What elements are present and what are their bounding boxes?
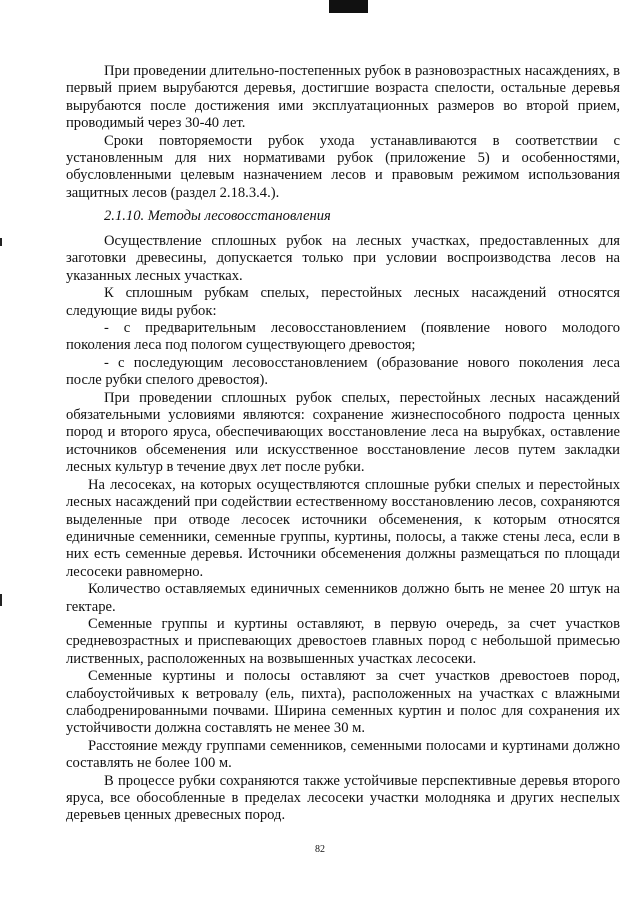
paragraph: К сплошным рубкам спелых, перестойных лесных насаждений относятся следующие виды рубок: xyxy=(66,285,620,319)
paragraph: Количество оставляемых единичных семенников должно быть не менее 20 штук на гектаре. xyxy=(66,581,620,615)
paragraph: Расстояние между группами семенников, семенными полосами и куртинами должно составлять не более 100 м. xyxy=(66,737,620,772)
paragraph: При проведении длительно-постепенных рубок в разновозрастных насаждениях, в первый прием вырубаются деревья, достигшие возраста спелости, остальные деревья вырубаются после достижения ими эксплуатационных размеров во второй прием, проводимый через 30-40 лет. xyxy=(66,63,620,132)
main-text-block xyxy=(66,233,620,825)
paragraph: Сроки повторяемости рубок ухода устанавливаются в соответствии с установленным для них нормативами рубок (приложение 5) и особенностями, обусловленными целевым назначением лесов и правовым режимом использования защитных лесов (раздел 2.18.3.4.). xyxy=(66,132,620,201)
page-number: 82 xyxy=(315,844,325,855)
list-item: - с последующим лесовосстановлением (образование нового поколения леса после рубки спелого древостоя). xyxy=(66,354,620,389)
paragraph: В процессе рубки сохраняются также устойчивые перспективные деревья второго яруса, все обособленные в пределах лесосеки участки молодняка и других неспелых деревьев ценных древесных пород. xyxy=(66,772,620,824)
scan-top-mark xyxy=(329,0,368,13)
paragraph: На лесосеках, на которых осуществляются сплошные рубки спелых и перестойных лесных насаждений при содействии естественному восстановлению лесов, сохраняются выделенные при отводе лесосек источники обсеменения, к которым относятся единичные семенники, семенные группы, куртины, полосы, а также стены леса, если в них есть семенные деревья. Источники обсеменения должны размещаться по площади лесосеки равномерно. xyxy=(66,476,620,580)
list-item: - с предварительным лесовосстановлением (появление нового молодого поколения леса под пологом существующего древостоя; xyxy=(66,320,620,354)
paragraph: Семенные группы и куртины оставляют, в первую очередь, за счет участков средневозрастных и приспевающих древостоев главных пород с небольшой примесью лиственных, расположенных на возвышенных участках лесосеки. xyxy=(66,615,620,667)
section-heading: 2.1.10. Методы лесовосстановления xyxy=(104,208,331,224)
paragraph: Семенные куртины и полосы оставляют за счет участков древостоев пород, слабоустойчивых к ветровалу (ель, пихта), расположенных на участках с влажными слабодренированными почвами. Ширина семенных куртин и полос для сохранения их устойчивости должна составлять не менее 30 м. xyxy=(66,668,620,737)
top-text-block xyxy=(66,63,620,202)
paragraph: При проведении сплошных рубок спелых, перестойных лесных насаждений обязательными условиями являются: сохранение жизнеспособного подроста ценных пород и второго яруса, обеспечивающих восстановление леса на вырубках, оставление источников обсеменения или искусственное восстановление лесов путем закладки лесных культур в течение двух лет после рубки. xyxy=(66,389,620,476)
scan-edge-mark xyxy=(0,594,2,606)
paragraph: Осуществление сплошных рубок на лесных участках, предоставленных для заготовки древесины, допускается только при условии воспроизводства лесов на указанных лесных участках. xyxy=(66,233,620,284)
scan-edge-mark xyxy=(0,238,2,246)
